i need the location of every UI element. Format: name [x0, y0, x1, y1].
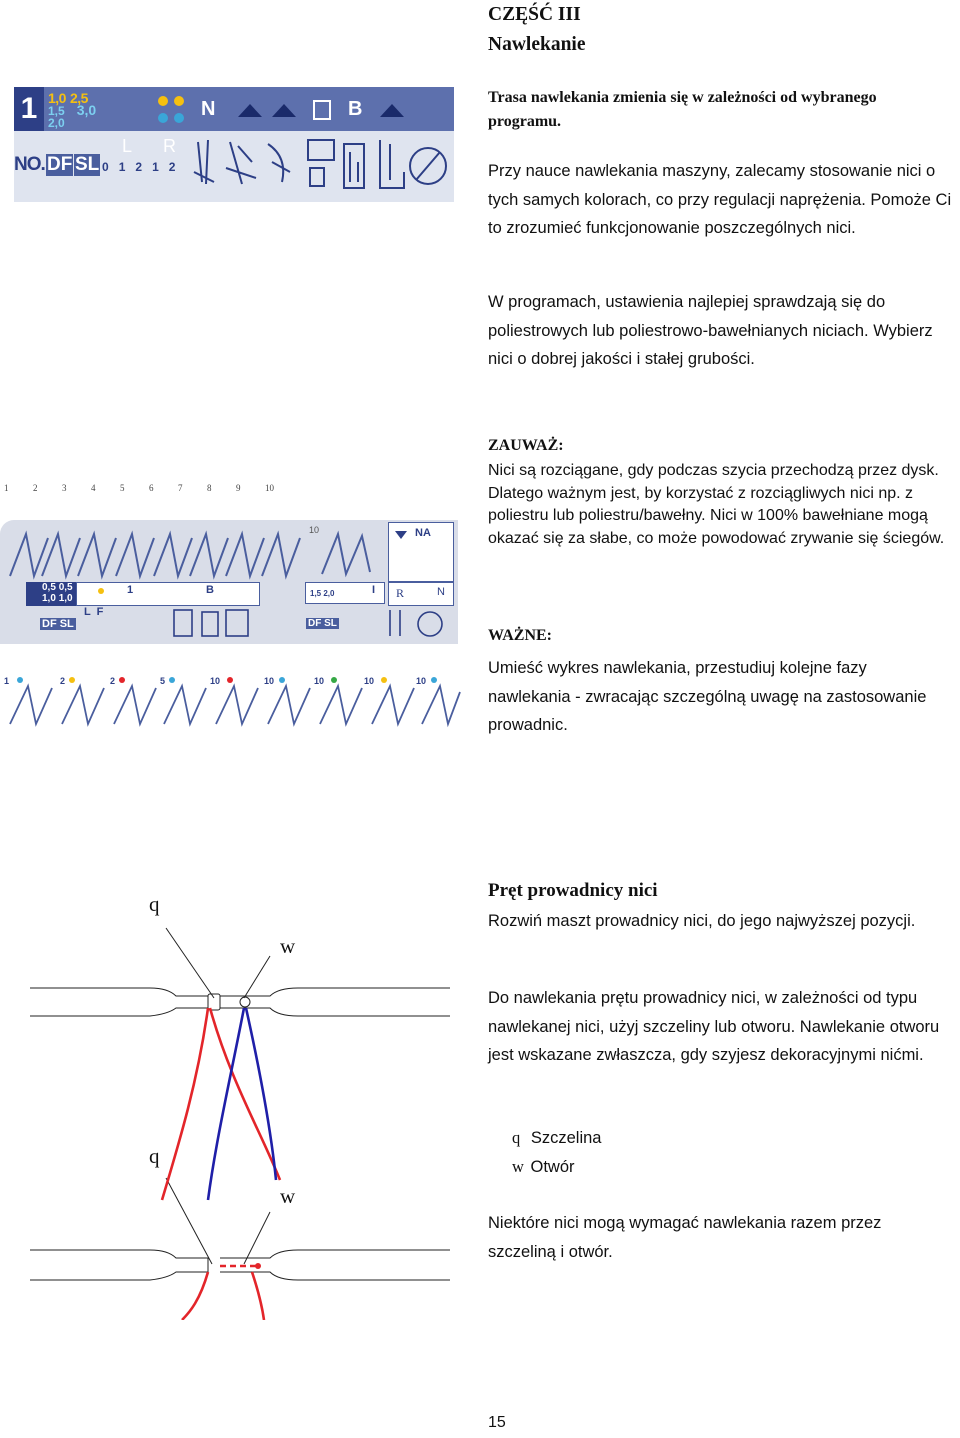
arrow-up-icon	[380, 104, 404, 117]
note-heading: ZAUWAŻ:	[488, 437, 564, 454]
l-label: L	[122, 136, 133, 156]
mid-icons	[130, 606, 448, 640]
letter-b: B	[348, 98, 363, 120]
important-heading: WAŻNE:	[488, 627, 553, 644]
mini-vals-box: 1,5 2,0	[305, 582, 385, 604]
strip-label: 2	[60, 676, 66, 686]
strip-label: 10	[416, 676, 427, 686]
label-w-top: w	[280, 934, 296, 958]
mid-n: N	[437, 586, 445, 598]
dot-yellow-2	[174, 96, 184, 106]
size-values-a: 1,0 2,5	[48, 90, 88, 106]
strip-label: 5	[160, 676, 166, 686]
mid-ten: 10	[309, 525, 320, 535]
mid-df-sl: DF SL	[42, 618, 74, 630]
label-q-bottom: q	[149, 1144, 160, 1168]
strip-label: 10	[264, 676, 275, 686]
strip-label: 2	[110, 676, 116, 686]
mid-b: B	[206, 584, 214, 596]
intro-bold: Trasa nawlekania zmienia się w zależności od wybranego programu.	[488, 89, 877, 130]
intro-paragraph-1: Przy nauce nawlekania maszyny, zalecamy stosowanie nici o tych samych kolorach, co przy regulacji naprężenia. Pomoże Ci to zrozumieć funkcjonowanie poszczególnych nici.	[488, 162, 952, 237]
strip-label: 1	[4, 676, 10, 686]
note-text: Nici są rozciągane, gdy podczas szycia przechodzą przez dysk. Dlatego ważnym jest, by korzystać z rozciągliwych nici np. z poliestru lub poliestru/bawełny. Nici w 100% bawełniane mogą okazać się za słabe, co może powodować zrywanie się ściegów.	[488, 462, 945, 547]
mid-strip-white	[76, 582, 260, 606]
book-icon	[313, 100, 331, 120]
na-label: NA	[415, 527, 431, 539]
program-number: 1	[14, 87, 44, 131]
legend-item: q Szczelina	[512, 1128, 602, 1147]
label-w-bottom: w	[280, 1184, 296, 1208]
legend-item: w Otwór	[512, 1157, 575, 1176]
thread-guide-diagram	[30, 880, 450, 1320]
mid-l-f: L F	[84, 606, 104, 618]
guide-rod-heading: Pręt prowadnicy nici	[488, 880, 658, 901]
r-label: R	[163, 136, 176, 156]
arrow-up-icon	[272, 104, 296, 117]
needle-digits: 01212	[102, 160, 186, 174]
na-box	[388, 522, 454, 582]
position-ruler: 1 2 3 4 5 6 7 8 9 10	[4, 483, 274, 493]
important-text: Umieść wykres nawlekania, przestudiuj kolejne fazy nawlekania - zwracając szczególną uwagę na zastosowanie prowadnic.	[488, 659, 927, 734]
size-values-b: 1,5 3,0 2,0	[48, 102, 97, 130]
sl-label: SL	[75, 154, 100, 175]
strip-label: 10	[314, 676, 325, 686]
dot-yellow-mid	[98, 588, 104, 594]
values-a: 0,5 0,5	[42, 582, 73, 593]
arrow-up-icon	[238, 104, 262, 117]
no-label: NO.	[14, 154, 45, 175]
strip-label: 10	[210, 676, 221, 686]
label-q-top: q	[149, 892, 160, 916]
threading-sequence-strip	[2, 672, 462, 730]
values-b: 1,0 1,0	[42, 593, 73, 604]
page-title: Nawlekanie	[488, 34, 586, 55]
mid-i: I	[372, 584, 376, 596]
letter-n: N	[201, 98, 216, 120]
threading-steps-icons	[190, 132, 452, 200]
strip-label: 10	[364, 676, 375, 686]
page-number: 15	[488, 1414, 506, 1431]
mid-one: 1	[127, 584, 134, 596]
mid-r: R	[396, 586, 405, 600]
df-label: DF	[47, 154, 73, 175]
part-heading: CZĘŚĆ III	[488, 4, 581, 25]
stitch-preview-10	[318, 528, 374, 578]
dot-yellow-1	[158, 96, 168, 106]
dot-cyan-2	[174, 113, 184, 123]
stitch-preview-row	[4, 526, 304, 580]
dot-cyan-1	[158, 113, 168, 123]
guide-rod-p1: Rozwiń maszt prowadnicy nici, do jego najwyższej pozycji.	[488, 912, 916, 930]
mid-df-sl-2: DF SL	[308, 618, 337, 629]
guide-rod-p3: Niektóre nici mogą wymagać nawlekania razem przez szczeliną i otwór.	[488, 1214, 882, 1261]
guide-rod-p2: Do nawlekania prętu prowadnicy nici, w zależności od typu nawlekanej nici, użyj szczeliny lub otworu. Nawlekanie otworu jest wskazane zwłaszcza, gdy szyjesz dekoracyjnymi nićmi.	[488, 989, 940, 1064]
intro-paragraph-2: W programach, ustawienia najlepiej sprawdzają się do poliestrowych lub poliestrowo-bawełnianych niciach. Wybierz nici o dobrej jakości i stałej grubości.	[488, 293, 933, 368]
